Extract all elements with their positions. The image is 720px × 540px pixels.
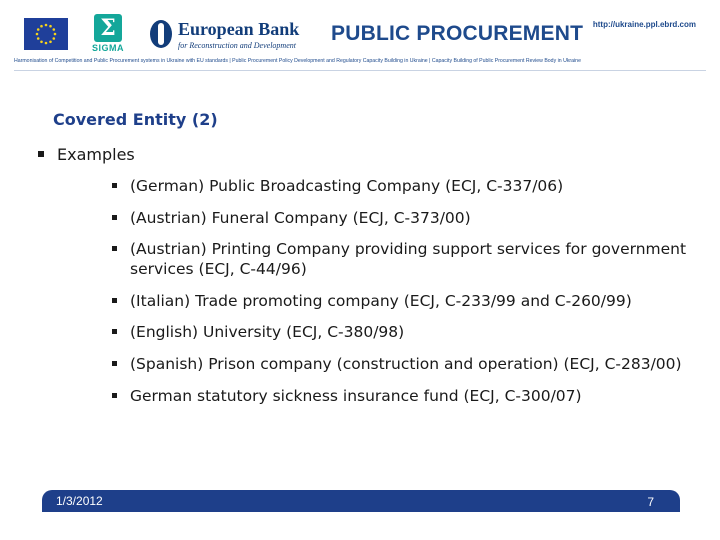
bullet-examples-label: Examples xyxy=(57,145,135,164)
header-banner xyxy=(0,0,720,72)
header-url[interactable]: http://ukraine.ppl.ebrd.com xyxy=(592,20,696,29)
sigma-label: SIGMA xyxy=(91,43,124,53)
ebrd-name: European Bank xyxy=(178,19,300,39)
bullet-square-icon xyxy=(112,393,117,398)
list-item xyxy=(110,386,690,406)
list-item xyxy=(110,322,690,342)
list-item xyxy=(110,354,690,374)
list-item-text: German statutory sickness insurance fund (ECJ, C-300/07) xyxy=(130,386,582,405)
list-item xyxy=(110,239,690,279)
bullet-square-icon xyxy=(112,298,117,303)
bullet-square-icon xyxy=(38,151,44,157)
footer-bar xyxy=(42,490,680,512)
list-item xyxy=(110,208,690,228)
list-item xyxy=(110,176,690,196)
sigma-logo xyxy=(88,14,128,56)
list-item-text: (Italian) Trade promoting company (ECJ, C-233/99 and C-260/99) xyxy=(130,291,632,310)
bullet-square-icon xyxy=(112,361,117,366)
eu-flag-logo xyxy=(24,18,68,50)
bullet-square-icon xyxy=(112,329,117,334)
list-item-text: (Spanish) Prison company (construction and operation) (ECJ, C-283/00) xyxy=(130,354,682,373)
ebrd-emblem-icon xyxy=(150,20,172,48)
header-tagline: Harmonisation of Competition and Public Procurement systems in Ukraine with EU standards | Public Procurement Policy Development and Regulatory Capacity Building in Ukraine | Capacity Building of Public Procurement Review Body in Ukraine xyxy=(14,58,581,64)
header-title: PUBLIC PROCUREMENT xyxy=(331,22,584,45)
list-item-text: (English) University (ECJ, C-380/98) xyxy=(130,323,405,342)
eu-stars-icon xyxy=(24,18,68,50)
bullet-square-icon xyxy=(112,246,117,251)
list-item-text: (Austrian) Printing Company providing support services for government services (ECJ, C-44/96) xyxy=(130,240,687,279)
examples-list xyxy=(110,176,690,417)
slide-title: Covered Entity (2) xyxy=(53,110,218,129)
sigma-icon: Σ xyxy=(94,14,122,42)
bullet-examples xyxy=(38,145,135,164)
list-item xyxy=(110,291,690,311)
page-number: 7 xyxy=(647,495,654,509)
ebrd-subtitle: for Reconstruction and Development xyxy=(178,41,296,50)
footer-date: 1/3/2012 xyxy=(56,494,103,508)
list-item-text: (German) Public Broadcasting Company (ECJ, C-337/06) xyxy=(130,177,564,195)
header-divider xyxy=(14,70,706,71)
list-item-text: (Austrian) Funeral Company (ECJ, C-373/00) xyxy=(130,208,471,227)
bullet-square-icon xyxy=(112,215,117,220)
bullet-square-icon xyxy=(112,183,117,188)
ebrd-logo xyxy=(150,18,310,52)
